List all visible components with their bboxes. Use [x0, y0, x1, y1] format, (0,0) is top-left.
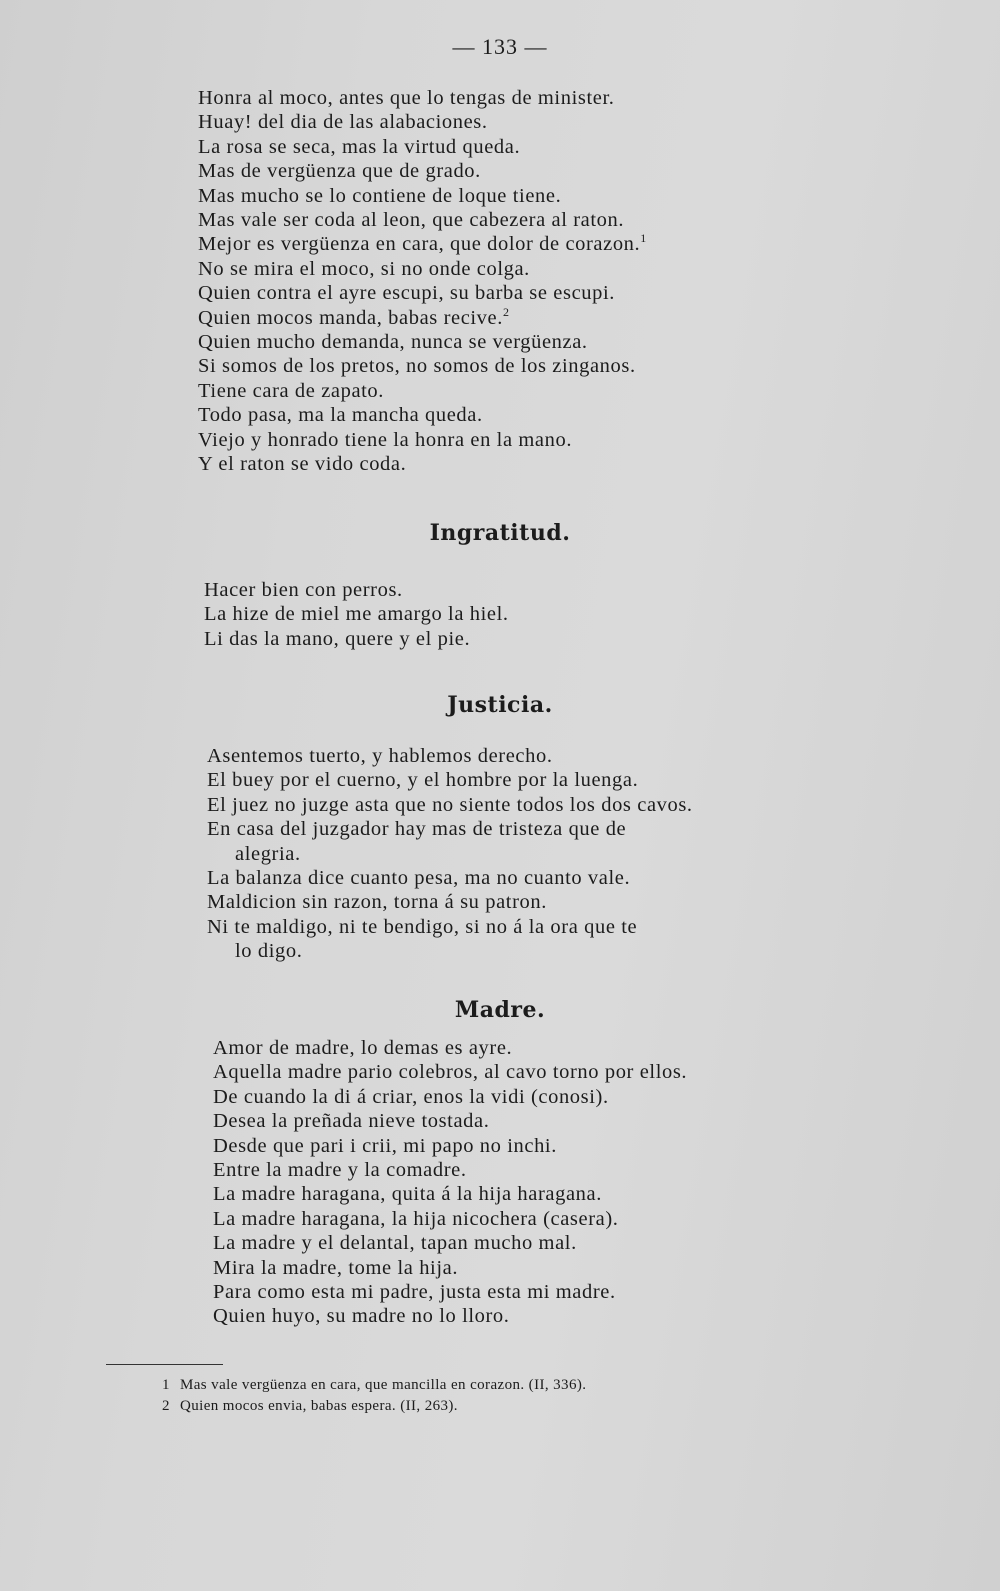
- proverb-line: Aquella madre pario colebros, al cavo torno por ellos.: [213, 1061, 688, 1084]
- proverb-line: Honra al moco, antes que lo tengas de minister.: [198, 87, 615, 109]
- proverb-line: Desea la preñada nieve tostada.: [213, 1110, 490, 1133]
- proverb-line: Desde que pari i crii, mi papo no inchi.: [213, 1134, 557, 1157]
- footnote-marker: 2: [502, 304, 510, 319]
- justicia-proverbs: [207, 744, 693, 964]
- proverb-line-continuation: lo digo.: [235, 940, 303, 963]
- page-number: — 133 —: [452, 34, 548, 59]
- proverb-line: Quien contra el ayre escupi, su barba se escupi.: [198, 282, 616, 305]
- proverb-line: Maldicion sin razon, torna á su patron.: [207, 891, 547, 914]
- proverb-line: De cuando la di á criar, enos la vidi (conosi).: [213, 1085, 609, 1108]
- proverb-line: La madre y el delantal, tapan mucho mal.: [213, 1232, 577, 1255]
- proverb-line: Y el raton se vido coda.: [198, 453, 407, 476]
- footnote-marker: 1: [640, 231, 647, 246]
- proverb-line: Amor de madre, lo demas es ayre.: [213, 1037, 513, 1059]
- section-heading-madre: Madre.: [454, 997, 546, 1023]
- footnote: 2 Quien mocos envia, babas espera. (II, 263).: [162, 1398, 458, 1414]
- proverb-line: Quien huyo, su madre no lo lloro.: [213, 1305, 510, 1328]
- proverb-line: Huay! del dia de las alabaciones.: [198, 111, 488, 134]
- proverb-line: Tiene cara de zapato.: [198, 379, 385, 402]
- proverb-line: El buey por el cuerno, y el hombre por la luenga.: [207, 769, 639, 792]
- proverb-line: Si somos de los pretos, no somos de los zinganos.: [198, 355, 636, 378]
- footnotes: [162, 1375, 586, 1417]
- proverb-line-continuation: alegria.: [235, 842, 301, 865]
- proverb-line: La balanza dice cuanto pesa, ma no cuanto vale.: [207, 867, 631, 890]
- proverb-line: La hize de miel me amargo la hiel.: [204, 603, 509, 626]
- ingratitud-proverbs: [204, 578, 509, 651]
- footnote-rule: [106, 1364, 223, 1365]
- honra-proverbs: [198, 86, 647, 477]
- proverb-line: Mas mucho se lo contiene de loque tiene.: [198, 184, 562, 207]
- proverb-line: El juez no juzge asta que no siente todos los dos cavos.: [207, 793, 693, 816]
- section-heading-ingratitud: Ingratitud.: [429, 520, 571, 546]
- proverb-line: Quien mocos manda, babas recive.$^2$: [198, 304, 510, 329]
- proverb-line: Entre la madre y la comadre.: [213, 1159, 467, 1182]
- proverb-line: Viejo y honrado tiene la honra en la mano.: [198, 428, 573, 451]
- proverb-line: Mira la madre, tome la hija.: [213, 1256, 459, 1279]
- proverb-line: La madre haragana, quita á la hija haragana.: [213, 1183, 602, 1206]
- proverb-line: Li das la mano, quere y el pie.: [204, 627, 471, 650]
- proverb-line: La rosa se seca, mas la virtud queda.: [198, 135, 521, 158]
- madre-proverbs: [213, 1036, 687, 1329]
- proverb-line: Mas vale ser coda al leon, que cabezera al raton.: [198, 209, 625, 232]
- proverb-line: No se mira el moco, si no onde colga.: [198, 257, 530, 280]
- proverb-line: Quien mucho demanda, nunca se vergüenza.: [198, 331, 588, 354]
- proverb-line: La madre haragana, la hija nicochera (casera).: [213, 1207, 619, 1230]
- proverb-line: En casa del juzgador hay mas de tristeza que de: [207, 818, 627, 841]
- proverb-line: Mas de vergüenza que de grado.: [198, 160, 481, 183]
- section-heading-justicia: Justicia.: [447, 692, 553, 718]
- proverb-line: Ni te maldigo, ni te bendigo, si no á la ora que te: [207, 915, 638, 938]
- proverb-line: Asentemos tuerto, y hablemos derecho.: [207, 745, 553, 767]
- proverb-line: Hacer bien con perros.: [204, 579, 403, 601]
- proverb-line: Para como esta mi padre, justa esta mi madre.: [213, 1281, 616, 1304]
- proverb-line: Mejor es vergüenza en cara, que dolor de corazon.$^1$: [198, 231, 647, 256]
- footnote: 1 Mas vale vergüenza en cara, que mancilla en corazon. (II, 336).: [162, 1377, 587, 1393]
- proverb-line: Todo pasa, ma la mancha queda.: [198, 404, 483, 427]
